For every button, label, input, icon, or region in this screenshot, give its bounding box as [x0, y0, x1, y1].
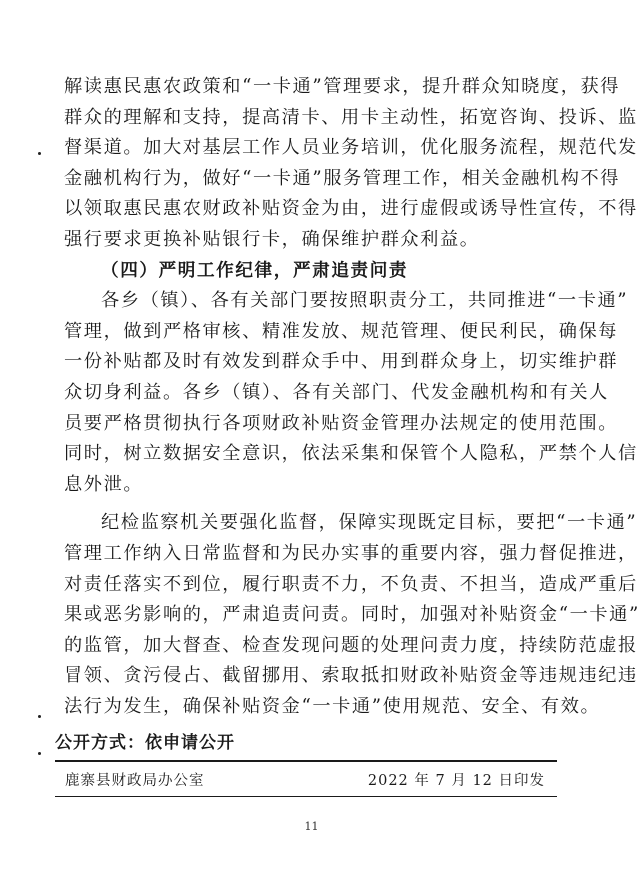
text-line: 群众的理解和支持，提高清卡、用卡主动性，拓宽咨询、投诉、监 — [64, 106, 638, 128]
text-line: 金融机构行为，做好“一卡通”服务管理工作，相关金融机构不得 — [64, 167, 621, 189]
document-footer — [55, 728, 557, 797]
issuer-row — [55, 762, 557, 796]
text-line: 强行要求更换补贴银行卡，确保维护群众利益。 — [64, 228, 480, 250]
footer-divider-bottom — [55, 796, 557, 797]
text-line: 同时，树立数据安全意识，依法采集和保管个人隐私，严禁个人信 — [64, 443, 638, 465]
text-line: 督渠道。加大对基层工作人员业务培训，优化服务流程，规范代发 — [64, 137, 638, 159]
issue-date: 2022 年 7 月 12 日印发 — [367, 772, 545, 789]
text-line: 管理工作纳入日常监督和为民办实事的重要内容，强力督促推进， — [64, 542, 638, 564]
text-line: 一份补贴都及时有效发到群众手中、用到群众身上，切实维护群 — [64, 351, 619, 373]
text-line: 员要严格贯彻执行各项财政补贴资金管理办法规定的使用范围。 — [64, 412, 619, 434]
text-line: 冒领、贪污侵占、截留挪用、索取抵扣财政补贴资金等违规违纪违 — [64, 665, 638, 687]
text-line: 纪检监察机关要强化监督，保障实现既定目标，要把“一卡通” — [101, 512, 638, 534]
text-line: 解读惠民惠农政策和“一卡通”管理要求，提升群众知晓度，获得 — [64, 76, 621, 97]
text-line: 各乡（镇）、各有关部门要按照职责分工，共同推进“一卡通” — [101, 290, 629, 312]
document-body — [64, 72, 640, 722]
scan-mark — [38, 752, 41, 755]
disclosure-method: 公开方式：依申请公开 — [55, 733, 235, 753]
scan-mark — [38, 715, 41, 718]
page-number: 11 — [304, 820, 319, 833]
issuer-name: 鹿寨县财政局办公室 — [65, 772, 205, 789]
text-line: 以领取惠民惠农财政补贴资金为由，进行虚假或诱导性宣传，不得 — [64, 198, 638, 220]
text-line: 的监管，加大督查、检查发现问题的处理问责力度，持续防范虚报 — [64, 634, 638, 656]
text-line: 法行为发生，确保补贴资金“一卡通”使用规范、安全、有效。 — [64, 695, 601, 717]
section-heading: （四）严明工作纪律，严肃追责问责 — [101, 260, 409, 281]
text-line: 对责任落实不到位，履行职责不力，不负责、不担当，造成严重后 — [64, 573, 638, 595]
text-line: 管理，做到严格审核、精准发放、规范管理、便民利民，确保每 — [64, 320, 619, 342]
text-line: 果或恶劣影响的，严肃追责问责。同时，加强对补贴资金“一卡通” — [64, 604, 640, 626]
text-line: 息外泄。 — [64, 473, 144, 495]
text-line: 众切身利益。各乡（镇）、各有关部门、代发金融机构和有关人 — [64, 381, 609, 403]
scan-mark — [38, 152, 41, 155]
